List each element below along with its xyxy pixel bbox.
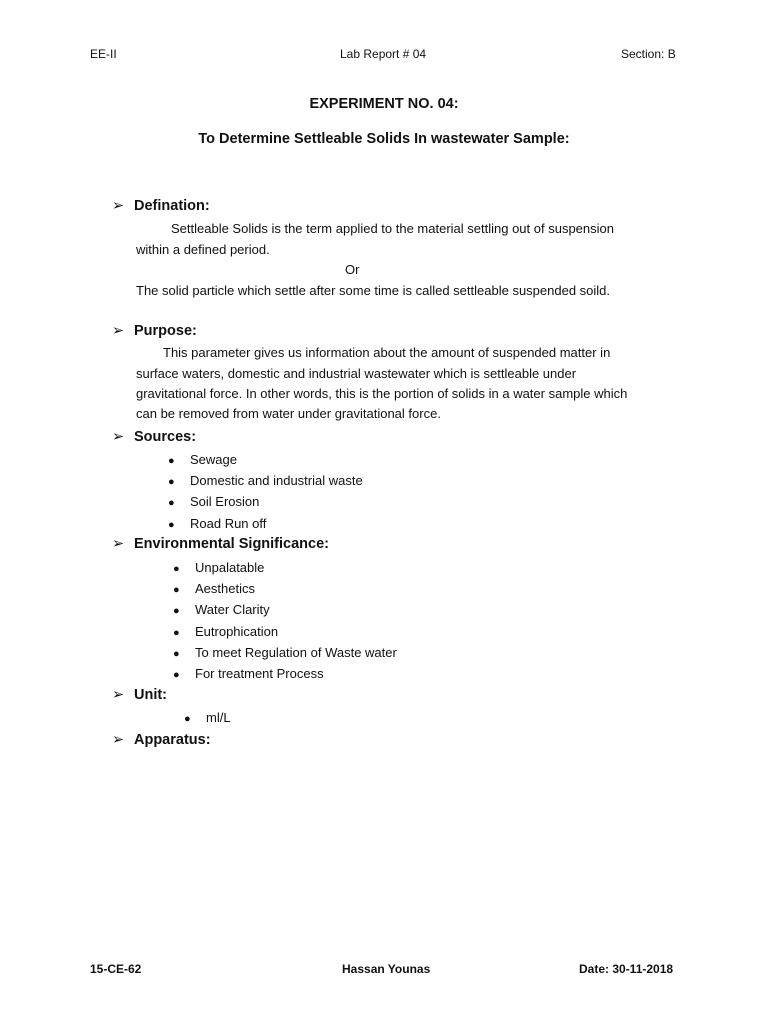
list-item: ● ml/L	[184, 707, 231, 728]
bullet-icon: ●	[173, 563, 180, 575]
arrow-bullet-icon: ➢	[112, 732, 125, 748]
unit-heading-label: Unit:	[134, 687, 168, 703]
arrow-bullet-icon: ➢	[112, 198, 125, 214]
definition-text-line2: within a defined period.	[136, 242, 270, 257]
footer-date: Date: 30-11-2018	[579, 962, 674, 976]
definition-heading	[112, 198, 210, 214]
definition-heading-label: Defination:	[134, 198, 210, 214]
bullet-icon: ●	[168, 497, 175, 510]
list-item: ● To meet Regulation of Waste water	[173, 642, 397, 663]
list-item: ● For treatment Process	[173, 663, 397, 684]
definition-or: Or	[345, 262, 360, 277]
purpose-text-line2: surface waters, domestic and industrial wastewater which is settleable under	[136, 366, 577, 381]
footer-author: Hassan Younas	[342, 962, 431, 976]
bullet-icon: ●	[173, 626, 180, 639]
unit-heading	[112, 687, 167, 703]
significance-heading	[112, 536, 329, 552]
purpose-heading	[112, 323, 197, 339]
list-item: ● Soil Erosion	[168, 491, 363, 512]
purpose-text-line4: can be removed from water under gravitational force.	[136, 406, 441, 421]
list-item: ● Aesthetics	[173, 578, 397, 599]
significance-heading-label: Environmental Significance:	[134, 536, 329, 552]
list-item: ● Sewage	[168, 449, 363, 470]
sources-heading	[112, 429, 196, 445]
experiment-subtitle: To Determine Settleable Solids In wastewater Sample:	[198, 131, 570, 147]
apparatus-heading	[112, 732, 211, 748]
experiment-title: EXPERIMENT NO. 04:	[309, 96, 459, 112]
bullet-icon: ●	[173, 605, 180, 618]
arrow-bullet-icon: ➢	[112, 429, 125, 445]
bullet-icon: ●	[173, 584, 180, 597]
bullet-icon: ●	[173, 668, 180, 681]
bullet-icon: ●	[168, 455, 175, 467]
definition-text-line1: Settleable Solids is the term applied to the material settling out of suspension	[171, 221, 614, 236]
bullet-icon: ●	[168, 476, 175, 489]
header-course: EE-II	[90, 47, 117, 61]
list-item: ● Road Run off	[168, 513, 363, 534]
header-report-number: Lab Report # 04	[340, 47, 427, 61]
unit-list	[184, 707, 231, 728]
arrow-bullet-icon: ➢	[112, 536, 125, 552]
arrow-bullet-icon: ➢	[112, 323, 125, 339]
list-item: ● Unpalatable	[173, 557, 397, 578]
bullet-icon: ●	[184, 713, 191, 725]
bullet-icon: ●	[173, 647, 180, 660]
sources-list	[168, 449, 363, 534]
purpose-text-line1: This parameter gives us information about the amount of suspended matter in	[163, 345, 611, 360]
definition-alt-text: The solid particle which settle after some time is called settleable suspended soild.	[136, 283, 611, 298]
list-item: ● Water Clarity	[173, 599, 397, 620]
purpose-heading-label: Purpose:	[134, 323, 197, 339]
list-item: ● Eutrophication	[173, 621, 397, 642]
footer-roll-number: 15-CE-62	[90, 962, 142, 976]
header-section: Section: B	[621, 47, 676, 61]
purpose-text-line3: gravitational force. In other words, this is the portion of solids in a water sample which	[136, 386, 628, 401]
bullet-icon: ●	[168, 518, 175, 531]
significance-list	[173, 557, 397, 684]
arrow-bullet-icon: ➢	[112, 687, 125, 703]
sources-heading-label: Sources:	[134, 429, 197, 445]
apparatus-heading-label: Apparatus:	[134, 732, 211, 748]
list-item: ● Domestic and industrial waste	[168, 470, 363, 491]
